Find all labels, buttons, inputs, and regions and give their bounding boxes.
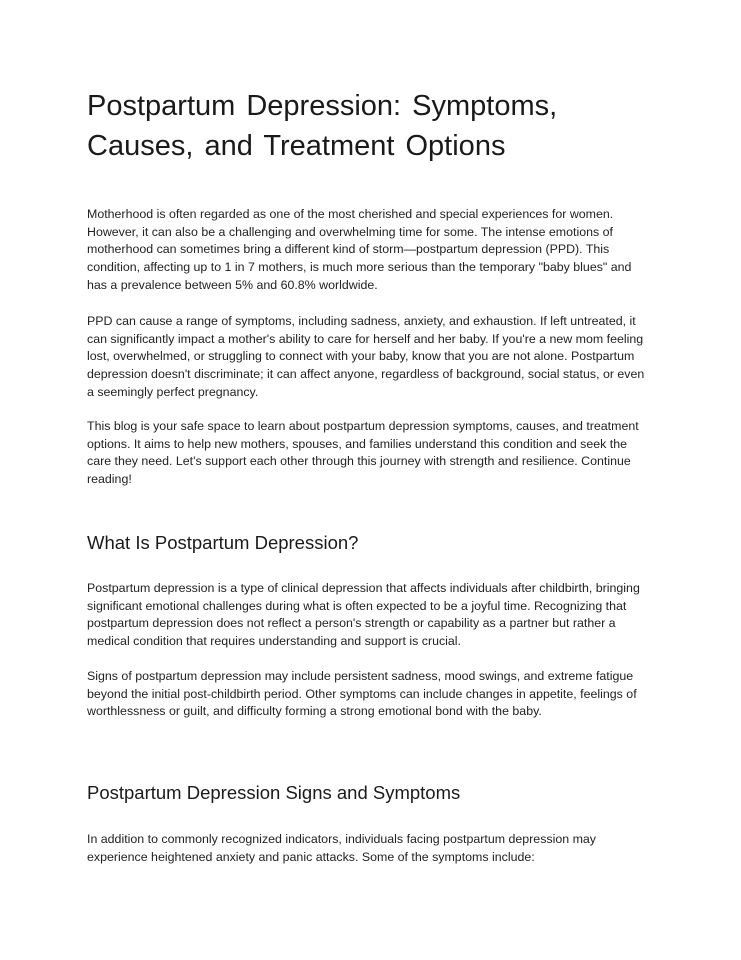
intro-paragraph-3: This blog is your safe space to learn about postpartum depression symptoms, causes, and treatment options. It aims to help new mothers, spouses, and families understand this condition and seek the care they need. Let's support each other through this journey with strength and resilience. Continue reading!	[87, 419, 639, 487]
section-1-paragraph-1: Postpartum depression is a type of clinical depression that affects individuals after childbirth, bringing significant emotional challenges during what is often expected to be a joyful time. Recognizing that postpartum depression does not reflect a person's strength or capability as a partner but rather a medical condition that requires understanding and support is crucial.	[87, 581, 640, 649]
document-title: Postpartum Depression: Symptoms, Causes, and Treatment Options	[87, 90, 558, 162]
section-heading-what-is-ppd: What Is Postpartum Depression?	[87, 532, 359, 553]
intro-paragraph-1: Motherhood is often regarded as one of the most cherished and special experiences for women. However, it can also be a challenging and overwhelming time for some. The intense emotions of motherhood can sometimes bring a different kind of storm—postpartum depression (PPD). This condition, affecting up to 1 in 7 mothers, is much more serious than the temporary "baby blues" and has a prevalence between 5% and 60.8% worldwide.	[87, 207, 632, 292]
section-2-paragraph-1: In addition to commonly recognized indicators, individuals facing postpartum depression may experience heightened anxiety and panic attacks. Some of the symptoms include:	[87, 832, 596, 864]
section-heading-signs-and-symptoms: Postpartum Depression Signs and Symptoms	[87, 782, 461, 803]
intro-paragraph-2: PPD can cause a range of symptoms, including sadness, anxiety, and exhaustion. If left untreated, it can significantly impact a mother's ability to care for herself and her baby. If you're a new mom feeling lost, overwhelmed, or struggling to connect with your baby, know that you are not alone. Postpartum depression doesn't discriminate; it can affect anyone, regardless of background, social status, or even a seemingly perfect pregnancy.	[87, 314, 645, 399]
section-1-paragraph-2: Signs of postpartum depression may include persistent sadness, mood swings, and extreme fatigue beyond the initial post-childbirth period. Other symptoms can include changes in appetite, feelings of worthlessness or guilt, and difficulty forming a strong emotional bond with the baby.	[87, 669, 637, 719]
